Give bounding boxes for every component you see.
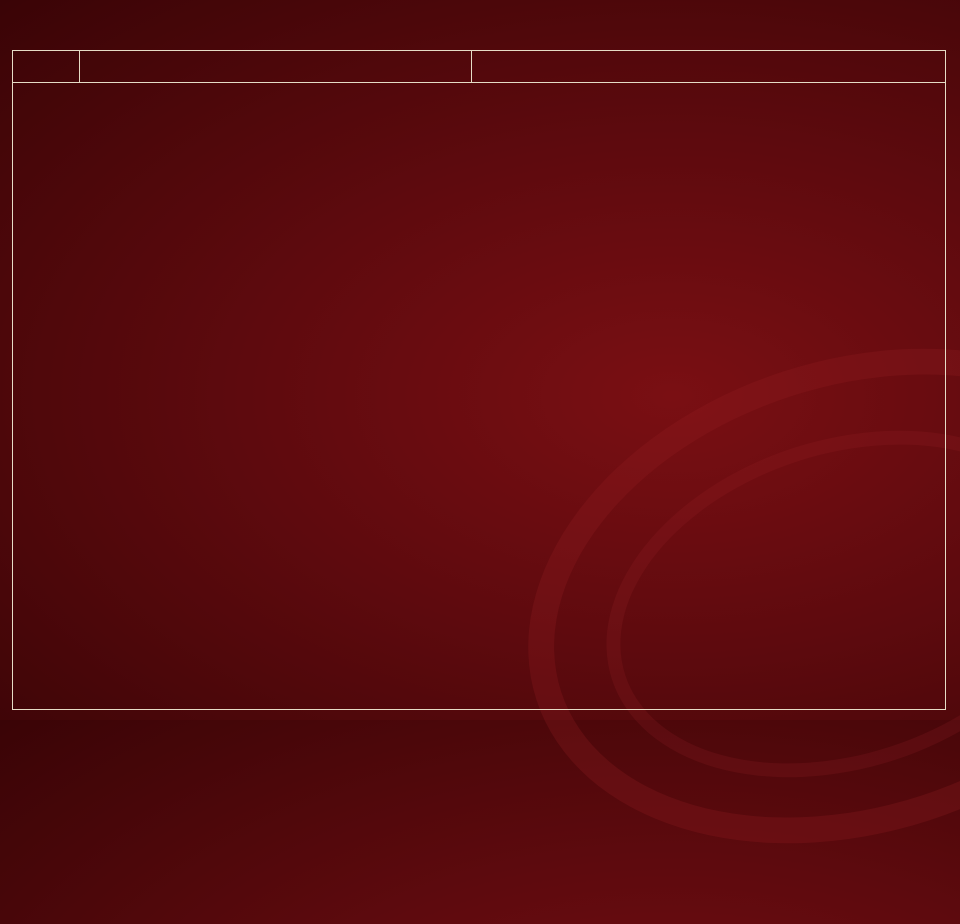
- column-header-description: [80, 51, 472, 83]
- column-header-time: [13, 51, 80, 83]
- slide-title: [0, 6, 960, 42]
- schedule-table: [12, 50, 946, 710]
- table-header-row: [13, 51, 945, 83]
- column-header-note: [472, 51, 945, 83]
